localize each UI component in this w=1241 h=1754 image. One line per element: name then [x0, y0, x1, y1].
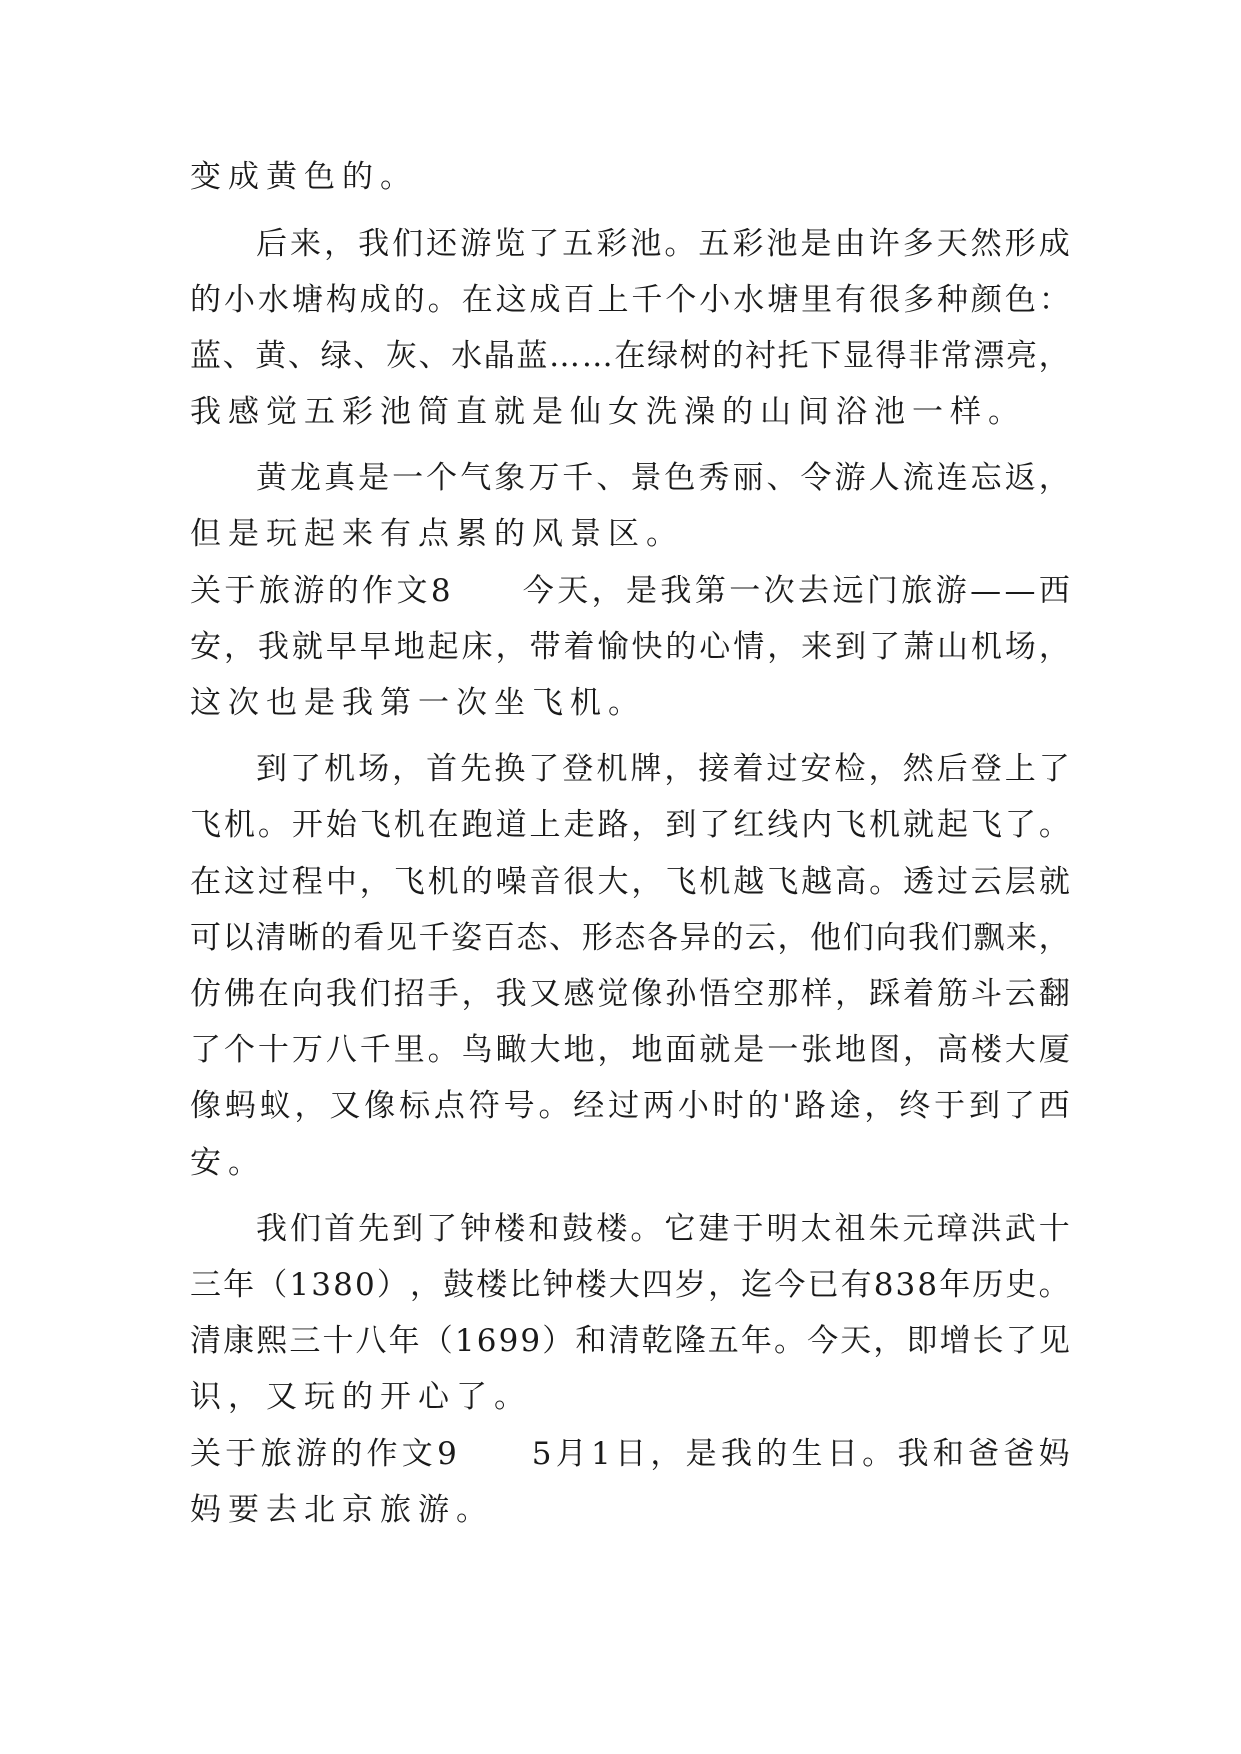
text-line: 到 了 机 场 ， 首 先 换 了 登 机 牌 ， 接 着 过 安 检 ， 然 后 登 上 了 — [256, 751, 1070, 787]
text-line: 安。 — [190, 1145, 266, 1181]
text-line: 黄 龙 真 是 一 个 气 象 万 千 、 景 色 秀 丽 、 令 游 人 流 连 忘 返 ， — [256, 460, 1070, 496]
text-line: 三 年 （ 1 3 8 0 ） ， 鼓 楼 比 钟 楼 大 四 岁 ， 迄 今 已 有 8 3 8 年 历 史 。 — [190, 1267, 1070, 1303]
text-line: 识，又玩的开心了。 — [190, 1379, 532, 1415]
text-line: 清 康 熙 三 十 八 年 （ 1 6 9 9 ） 和 清 乾 隆 五 年 。 今 天 ， 即 增 长 了 见 — [190, 1323, 1070, 1359]
text-line: 安 ， 我 就 早 早 地 起 床 ， 带 着 愉 快 的 心 情 ， 来 到 了 萧 山 机 场 ， — [190, 629, 1070, 665]
section-heading-line: 关 于 旅 游 的 作 文 8 今 天 ， 是 我 第 一 次 去 远 门 旅 游 — — 西 — [190, 573, 1070, 609]
text-line: 了 个 十 万 八 千 里 。 鸟 瞰 大 地 ， 地 面 就 是 一 张 地 图 ， 高 楼 大 厦 — [190, 1032, 1070, 1068]
text-line: 蓝 、 黄 、 绿 、 灰 、 水 晶 蓝 … … 在 绿 树 的 衬 托 下 显 得 非 常 漂 亮 ， — [190, 338, 1070, 374]
text-line: 仿 佛 在 向 我 们 招 手 ， 我 又 感 觉 像 孙 悟 空 那 样 ， 踩 着 筋 斗 云 翻 — [190, 976, 1070, 1012]
text-line: 像 蚂 蚁 ， 又 像 标 点 符 号 。 经 过 两 小 时 的 ' 路 途 ， 终 于 到 了 西 — [190, 1088, 1070, 1124]
text-line: 的 小 水 塘 构 成 的 。 在 这 成 百 上 千 个 小 水 塘 里 有 很 多 种 颜 色 ： — [190, 282, 1070, 318]
text-line: 变成黄色的。 — [190, 159, 418, 195]
text-line: 妈要去北京旅游。 — [190, 1492, 494, 1528]
text-line: 我感觉五彩池简直就是仙女洗澡的山间浴池一样。 — [190, 394, 1026, 430]
text-line: 这次也是我第一次坐飞机。 — [190, 685, 646, 721]
text-line: 可 以 清 晰 的 看 见 千 姿 百 态 、 形 态 各 异 的 云 ， 他 们 向 我 们 飘 来 ， — [190, 920, 1070, 956]
text-line: 但是玩起来有点累的风景区。 — [190, 516, 684, 552]
text-line: 飞 机 。 开 始 飞 机 在 跑 道 上 走 路 ， 到 了 红 线 内 飞 机 就 起 飞 了 。 — [190, 807, 1070, 843]
text-line: 在 这 过 程 中 ， 飞 机 的 噪 音 很 大 ， 飞 机 越 飞 越 高 。 透 过 云 层 就 — [190, 864, 1070, 900]
text-line: 后 来 ， 我 们 还 游 览 了 五 彩 池 。 五 彩 池 是 由 许 多 天 然 形 成 — [256, 226, 1070, 262]
text-line: 我 们 首 先 到 了 钟 楼 和 鼓 楼 。 它 建 于 明 太 祖 朱 元 璋 洪 武 十 — [256, 1211, 1070, 1247]
section-heading-line: 关 于 旅 游 的 作 文 9 5 月 1 日 ， 是 我 的 生 日 。 我 和 爸 爸 妈 — [190, 1436, 1070, 1472]
